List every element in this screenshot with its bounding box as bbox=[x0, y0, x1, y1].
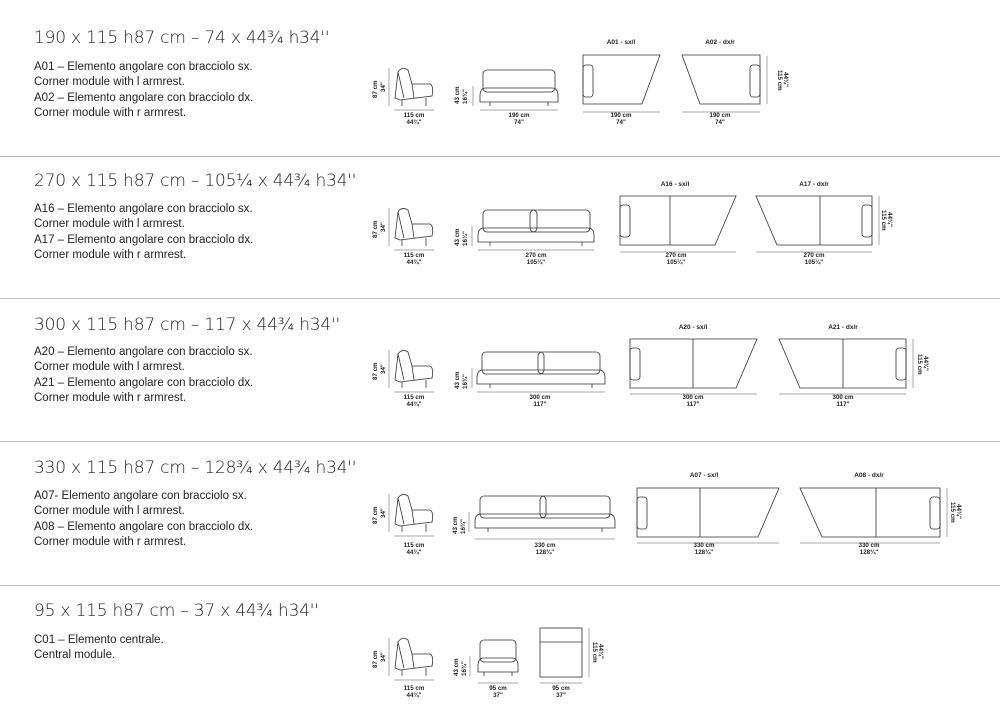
depth-cm-label: 115 cm bbox=[403, 542, 425, 549]
plan-right-width-in-label: 74" bbox=[715, 119, 725, 126]
section-title: 270 x 115 h87 cm – 105¼ x 44¾ h34'' bbox=[34, 171, 357, 191]
height-cm-label: 87 cm bbox=[372, 650, 379, 668]
plan-depth-cm-label: 115 cm bbox=[776, 70, 783, 91]
description-line: A20 – Elemento angolare con bracciolo sx. bbox=[34, 346, 253, 358]
depth-cm-label: 115 cm bbox=[403, 252, 425, 259]
description-line: Corner module with l armrest. bbox=[34, 218, 185, 231]
section-title: 300 x 115 h87 cm – 117 x 44¾ h34'' bbox=[34, 315, 340, 335]
depth-cm-label: 115 cm bbox=[403, 112, 425, 119]
seat-cm-label: 43 cm bbox=[454, 86, 461, 104]
plan-right-width-in-label: 128¾" bbox=[859, 549, 879, 556]
depth-in-label: 44¾" bbox=[406, 692, 422, 699]
description-line: Corner module with r armrest. bbox=[34, 535, 187, 548]
module-left-label: A20 - sx/l bbox=[678, 324, 708, 331]
side-view bbox=[389, 638, 434, 680]
description-line: A02 – Elemento angolare con bracciolo dx. bbox=[34, 91, 254, 104]
plan-right-width-in-label: 105¼" bbox=[804, 259, 824, 266]
description-line: A16 – Elemento angolare con bracciolo sx. bbox=[34, 203, 253, 215]
depth-cm-label: 115 cm bbox=[403, 685, 425, 692]
description-line: A08 – Elemento angolare con bracciolo dx. bbox=[34, 520, 254, 533]
seat-in-label: 16¾" bbox=[462, 374, 469, 389]
section-title: 330 x 115 h87 cm – 128¾ x 44¾ h34'' bbox=[34, 458, 357, 478]
description-line: Corner module with l armrest. bbox=[34, 76, 185, 89]
plan-depth-cm-label: 115 cm bbox=[880, 210, 887, 231]
module-left-label: A16 - sx/l bbox=[660, 181, 690, 188]
description-line: A17 – Elemento angolare con bracciolo dx. bbox=[34, 233, 254, 246]
seat-cm-label: 43 cm bbox=[452, 516, 459, 534]
seat-cm-label: 43 cm bbox=[454, 228, 461, 246]
section-title: 190 x 115 h87 cm – 74 x 44¾ h34'' bbox=[34, 28, 330, 48]
front-width-in-label: 37" bbox=[493, 692, 503, 699]
plan-left-width-cm-label: 300 cm bbox=[682, 394, 704, 401]
plan-left-width-in-label: 128¾" bbox=[694, 549, 714, 556]
plan-left-width-in-label: 74" bbox=[616, 119, 626, 126]
plan-right-width-cm-label: 330 cm bbox=[858, 542, 880, 549]
description-line: Corner module with l armrest. bbox=[34, 505, 185, 518]
front-width-in-label: 74" bbox=[514, 119, 524, 126]
seat-cm-label: 43 cm bbox=[454, 371, 461, 389]
front-width-in-label: 105¼" bbox=[526, 259, 546, 266]
depth-cm-label: 115 cm bbox=[403, 394, 425, 401]
module-right-label: A02 - dx/r bbox=[705, 39, 735, 46]
plan-right-width-in-label: 117" bbox=[836, 401, 850, 408]
height-in-label: 34" bbox=[380, 364, 387, 374]
front-width-in-label: 128¾" bbox=[535, 549, 555, 556]
plan-depth-cm-label: 115 cm bbox=[949, 502, 956, 523]
plan-right-width-cm-label: 300 cm bbox=[832, 394, 854, 401]
description-line: A07- Elemento angolare con bracciolo sx. bbox=[34, 490, 247, 502]
depth-in-label: 44¾" bbox=[406, 259, 422, 266]
plan-right-width-cm-label: 270 cm bbox=[803, 252, 825, 259]
description-line: Central module. bbox=[34, 649, 116, 662]
plan-depth-in-label: 44¾" bbox=[597, 644, 604, 659]
height-cm-label: 87 cm bbox=[372, 362, 379, 380]
description-line: Corner module with r armrest. bbox=[34, 106, 187, 119]
seat-in-label: 16¾" bbox=[462, 89, 469, 104]
front-width-cm-label: 95 cm bbox=[489, 685, 507, 692]
description-line: Corner module with r armrest. bbox=[34, 391, 187, 404]
module-left-label: A07 - sx/l bbox=[689, 472, 719, 479]
plan-width-cm-label: 95 cm bbox=[552, 685, 570, 692]
front-width-cm-label: 190 cm bbox=[508, 112, 530, 119]
module-right-label: A17 - dx/r bbox=[799, 181, 829, 188]
seat-in-label: 16¾" bbox=[461, 661, 468, 676]
plan-left-width-in-label: 117" bbox=[686, 401, 700, 408]
depth-in-label: 44¾" bbox=[406, 549, 422, 556]
height-cm-label: 87 cm bbox=[372, 220, 379, 238]
description-line: A21 – Elemento angolare con bracciolo dx. bbox=[34, 376, 254, 389]
front-width-cm-label: 330 cm bbox=[534, 542, 556, 549]
plan-depth-in-label: 44¾" bbox=[886, 212, 893, 227]
plan-left-width-cm-label: 190 cm bbox=[610, 112, 632, 119]
plan-depth-in-label: 44¾" bbox=[955, 504, 962, 519]
height-in-label: 34" bbox=[380, 82, 387, 92]
front-view bbox=[470, 640, 518, 683]
seat-cm-label: 43 cm bbox=[453, 658, 460, 676]
height-in-label: 34" bbox=[380, 652, 387, 662]
seat-in-label: 16¾" bbox=[460, 519, 467, 534]
height-in-label: 34" bbox=[380, 508, 387, 518]
height-cm-label: 87 cm bbox=[372, 80, 379, 98]
description-line: A01 – Elemento angolare con bracciolo sx. bbox=[34, 61, 253, 73]
plan-left-width-cm-label: 330 cm bbox=[693, 542, 715, 549]
plan-left-width-in-label: 105¼" bbox=[666, 259, 686, 266]
plan-width-in-label: 37" bbox=[556, 692, 566, 699]
height-cm-label: 87 cm bbox=[372, 506, 379, 524]
plan-depth-in-label: 44¾" bbox=[922, 356, 929, 371]
description-line: Corner module with l armrest. bbox=[34, 361, 185, 374]
height-in-label: 34" bbox=[380, 222, 387, 232]
module-left-label: A01 - sx/l bbox=[606, 39, 636, 46]
description-line: C01 – Elemento centrale. bbox=[34, 634, 164, 646]
module-right-label: A08 - dx/r bbox=[854, 472, 884, 479]
section-title: 95 x 115 h87 cm – 37 x 44¾ h34'' bbox=[34, 601, 319, 621]
plan-depth-cm-label: 115 cm bbox=[916, 354, 923, 375]
plan-right-width-cm-label: 190 cm bbox=[709, 112, 731, 119]
depth-in-label: 44¾" bbox=[406, 119, 422, 126]
front-width-cm-label: 300 cm bbox=[529, 394, 551, 401]
module-right-label: A21 - dx/r bbox=[828, 324, 858, 331]
description-line: Corner module with r armrest. bbox=[34, 248, 187, 261]
plan-left-width-cm-label: 270 cm bbox=[665, 252, 687, 259]
plan-depth-in-label: 44¾" bbox=[782, 72, 789, 87]
plan-depth-cm-label: 115 cm bbox=[591, 642, 598, 663]
front-width-in-label: 117" bbox=[533, 401, 547, 408]
depth-in-label: 44¾" bbox=[406, 401, 422, 408]
seat-in-label: 16¾" bbox=[462, 231, 469, 246]
plan-central bbox=[540, 628, 589, 683]
front-width-cm-label: 270 cm bbox=[525, 252, 547, 259]
